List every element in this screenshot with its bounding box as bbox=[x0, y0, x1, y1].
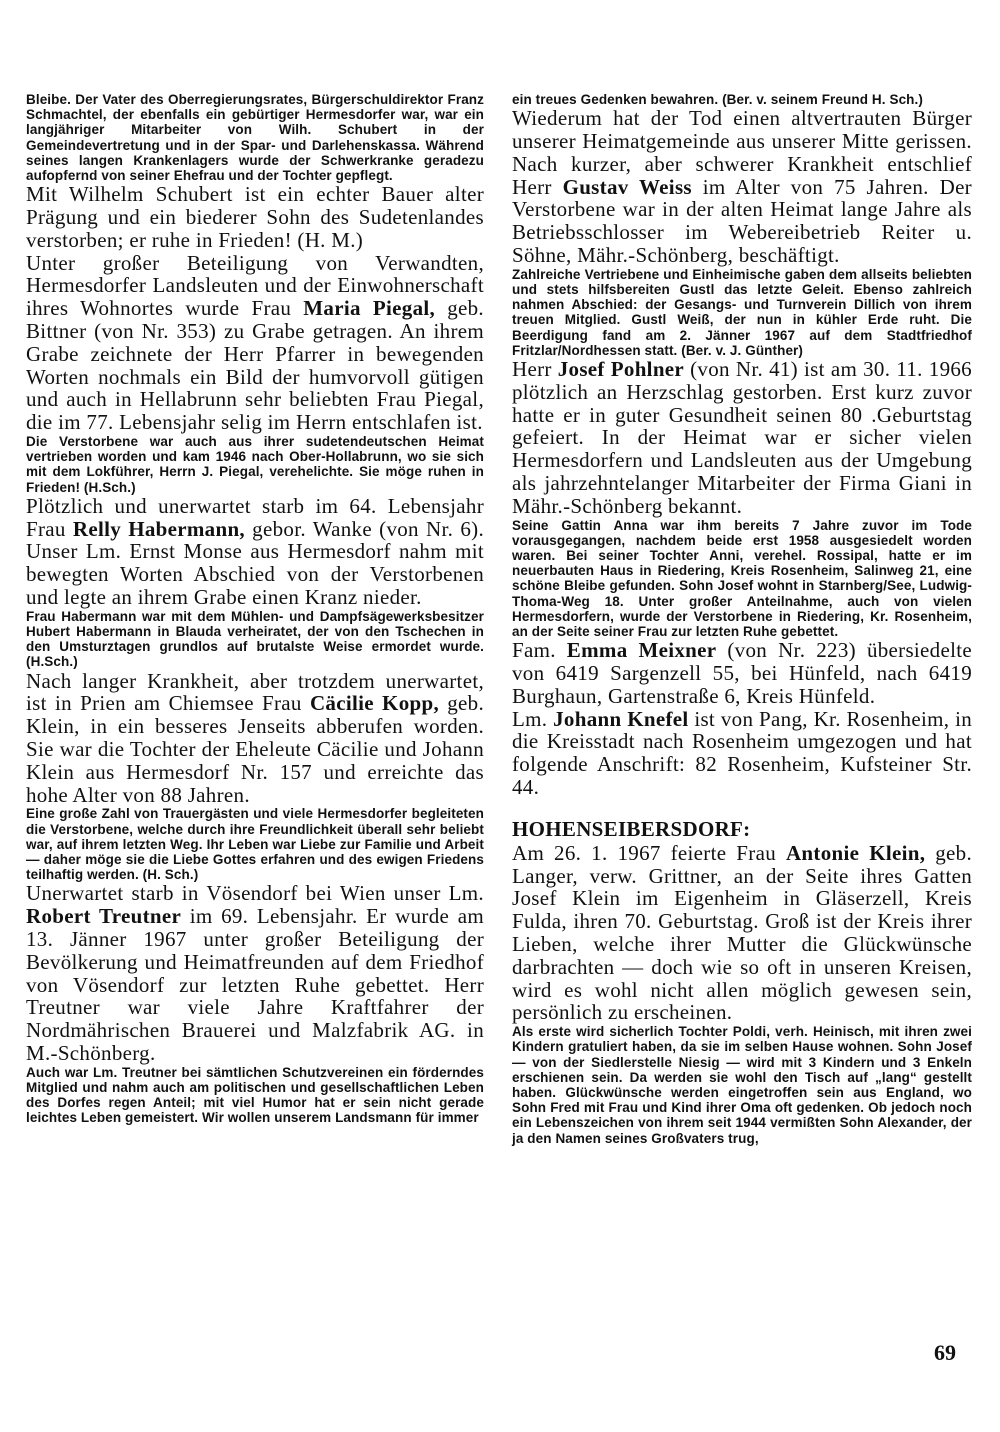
text-run: Nach langer Krankheit, aber trotzdem unerwartet, ist in Prien am Chiemsee Frau bbox=[26, 668, 484, 716]
person-name: Josef Pohlner bbox=[557, 357, 685, 381]
person-name: Antonie Klein, bbox=[785, 840, 926, 865]
paragraph bbox=[26, 183, 484, 251]
person-name: Emma Meixner bbox=[566, 638, 717, 663]
person-name: Robert Treutner bbox=[26, 904, 182, 929]
person-name: Relly Habermann, bbox=[72, 516, 245, 541]
small-print-paragraph bbox=[26, 806, 484, 882]
small-print-paragraph bbox=[26, 434, 484, 495]
small-print-paragraph bbox=[512, 518, 972, 640]
text-run: geb. Langer, verw. Grittner, an der Seite ihres Gatten Josef Klein im Eigenheim in Gläserzell, Kreis Fulda, ihren 70. Geburtstag. Groß ist der Kreis ihrer Lieben, welche ihrer Mutter die Glückwünsche darbrachten — doch wie so oft in unseren Kreisen, wird es wohl nicht allen möglich gewesen sein, persönlich zu erscheinen. bbox=[512, 840, 972, 1025]
text-run: Plötzlich und unerwartet starb im 64. Lebensjahr Frau bbox=[26, 493, 484, 541]
text-run: gebor. Wanke (von Nr. 6). Unser Lm. Ernst Monse aus Hermesdorf nahm mit bewegten Worten Abschied von der Verstorbenen und legte an ihrem Grabe einen Kranz nieder. bbox=[26, 516, 485, 609]
text-run: Herr bbox=[512, 357, 558, 381]
text-run: Mit Wilhelm Schubert ist ein echter Bauer alter Prägung und ein biederer Sohn des Sudetenlandes verstorben; er ruhe in Frieden! (H. M.) bbox=[26, 182, 484, 252]
text-run: Die Verstorbene war auch aus ihrer sudetendeutschen Heimat vertrieben worden und kam 1946 nach Ober-Hollabrunn, wo sie sich mit dem Lokführer, Herrn J. Piegal, verehelichte. Sie möge ruhen in Frieden! (H.Sch.) bbox=[26, 433, 484, 495]
paragraph bbox=[26, 882, 484, 1064]
text-run: Bleibe. Der Vater des Oberregierungsrates, Bürgerschuldirektor Franz Schmachtel, der ebenfalls ein gebürtiger Hermesdorfer war, war ein langjähriger Mitarbeiter von Wilh. Schubert in der Gemeindevertretung und in der Spar- und Darlehenskassa. Während seines langen Krankenlagers wurde der Schwerkranke geradezu aufopfernd von seiner Ehefrau und der Tochter gepflegt. bbox=[26, 92, 484, 184]
right-column bbox=[512, 92, 972, 1146]
paragraph bbox=[512, 708, 972, 799]
paragraph bbox=[512, 842, 972, 1024]
paragraph bbox=[26, 670, 484, 807]
text-run: Lm. bbox=[512, 706, 554, 731]
text-run: (von Nr. 41) ist am 30. 11. 1966 plötzlich an Herzschlag gestorben. Erst kurz zuvor hatte er in guter Gesundheit seinen 80 .Geburtstag gefeiert. In der Heimat war er sicher vielen Hermesdorfern und Landsleuten aus der Umgebung als jahrzehntelanger Mitarbeiter der Firma Giani in Mähr.-Schönberg bekannt. bbox=[512, 357, 972, 518]
small-print-paragraph bbox=[512, 267, 972, 358]
text-run: ein treues Gedenken bewahren. (Ber. v. seinem Freund H. Sch.) bbox=[512, 92, 923, 107]
text-run: Fam. bbox=[512, 638, 567, 663]
small-print-paragraph bbox=[26, 1065, 484, 1126]
text-run: Frau Habermann war mit dem Mühlen- und Dampfsägewerksbesitzer Hubert Habermann in Blauda verheiratet, der von den Tschechen in den Umsturztagen grundlos auf brutalste Weise ermordet wurde. (H.Sch.) bbox=[26, 608, 484, 670]
paragraph bbox=[26, 252, 484, 434]
person-name: Maria Piegal, bbox=[303, 296, 436, 321]
page-number: 69 bbox=[934, 1340, 956, 1365]
paragraph bbox=[512, 107, 972, 267]
text-run: geb. Klein, in ein besseres Jenseits abberufen worden. Sie war die Tochter der Eheleute Cäcilie und Johann Klein aus Hermesdorf Nr. 157 und erreichte das hohe Alter von 88 Jahren. bbox=[26, 691, 484, 807]
text-run: Als erste wird sicherlich Tochter Poldi, verh. Heinisch, mit ihren zwei Kindern gratuliert haben, da sie im selben Hause wohnen. Sohn Josef — von der Siedlerstelle Niesig — wird mit 3 Kindern und 3 Enkeln erschienen sein. Da werden sie wohl den Tisch auf „lang“ gestellt haben. Glückwünsche werden eingetroffen sein aus England, wo Sohn Fred mit Frau und Kind ihrer Oma oft gedenken. Ob jedoch noch ein Lebenszeichen von ihrem seit 1944 vermißten Sohn Alexander, der ja den Namen seines Großvaters trug, bbox=[512, 1024, 972, 1146]
text-run: Seine Gattin Anna war ihm bereits 7 Jahre zuvor im Tode vorausgegangen, nachdem beide erst 1958 ausgesiedelt worden waren. Bei seiner Tochter Anni, verehel. Rossipal, hatte er im neuerbauten Haus in Riedering, Kreis Rosenheim, Salinweg 21, eine schöne Bleibe gefunden. Sohn Josef wohnt in Starnberg/See, Ludwig-Thoma-Weg 18. Unter großer Anteilnahme, auch von vielen Hermesdorfern, wurde der Verstorbene in Riedering, Kr. Rosenheim, an der Seite seiner Frau zur letzten Ruhe gebettet. bbox=[512, 517, 972, 639]
paragraph bbox=[512, 639, 972, 707]
text-run: Unerwartet starb in Vösendorf bei Wien unser Lm. bbox=[26, 881, 484, 906]
paragraph bbox=[26, 495, 484, 609]
small-print-paragraph bbox=[26, 92, 484, 183]
person-name: Cäcilie Kopp, bbox=[309, 691, 440, 716]
text-run: Auch war Lm. Treutner bei sämtlichen Schutzvereinen ein förderndes Mitglied und nahm auch am politischen und gesellschaftlichen Leben des Dorfes regen Anteil; mit viel Humor hat er sein nicht gerade leichtes Leben gemeistert. Wir wollen unserem Landsmann für immer bbox=[26, 1064, 484, 1126]
person-name: Johann Knefel bbox=[553, 706, 689, 731]
text-run: im 69. Lebensjahr. Er wurde am 13. Jänner 1967 unter großer Beteiligung der Bevölkerung und Heimatfreunden auf dem Friedhof von Vösendorf zur letzten Ruhe gebettet. Herr Treutner war viele Jahre Kraftfahrer der Nordmährischen Brauerei und Malzfabrik AG. in M.-Schönberg. bbox=[26, 904, 484, 1065]
text-run: Eine große Zahl von Trauergästen und viele Hermesdorfer begleiteten die Verstorbene, welche durch ihre Freundlichkeit überall sehr beliebt war, auf ihrem letzten Weg. Ihr Leben war Liebe zur Familie und Arbeit — daher möge sie die Liebe Gottes erfahren und des ewigen Friedens teilhaftig werden. (H. Sch.) bbox=[26, 806, 484, 883]
paragraph bbox=[512, 358, 972, 518]
text-run: Am 26. 1. 1967 feierte Frau bbox=[512, 840, 786, 865]
text-run: Unter großer Beteiligung von Verwandten, Hermesdorfer Landsleuten und der Einwohnerschaft ihres Wohnortes wurde Frau bbox=[26, 250, 484, 321]
text-run: HOHENSEIBERSDORF: bbox=[512, 816, 751, 841]
text-run: im Alter von 75 Jahren. Der Verstorbene war in der alten Heimat lange Jahre als Betriebsschlosser im Webereibetrieb Reiter u. Söhne, Mähr.-Schönberg, beschäftigt. bbox=[512, 174, 972, 267]
text-run: ist von Pang, Kr. Rosenheim, in die Kreisstadt nach Rosenheim umgezogen und hat folgende Anschrift: 82 Rosenheim, Kufsteiner Str. 44. bbox=[512, 706, 972, 799]
section-heading bbox=[512, 817, 972, 842]
person-name: Gustav Weiss bbox=[562, 174, 692, 199]
text-run: Zahlreiche Vertriebene und Einheimische gaben dem allseits beliebten und stets hilfsbereiten Gustl das letzte Geleit. Ebenso zahlreich nahmen Abschied: der Gesangs- und Turnverein Dillich von ihrem treuen Mitglied. Gustl Weiß, der nun in kühler Erde ruht. Die Beerdigung fand am 2. Jänner 1967 auf dem Stadtfriedhof Fritzlar/Nordhessen statt. (Ber. v. J. Günther) bbox=[512, 266, 972, 358]
text-run: geb. Bittner (von Nr. 353) zu Grabe getragen. An ihrem Grabe zeichnete der Herr Pfarrer in bewegenden Worten nochmals ein Bild der humvorvoll gütigen und auch in Hellabrunn sehr beliebten Frau Piegal, die im 77. Lebensjahr selig im Herrn entschlafen ist. bbox=[26, 296, 484, 435]
left-column bbox=[26, 92, 484, 1126]
small-print-paragraph bbox=[512, 92, 972, 107]
small-print-paragraph bbox=[26, 609, 484, 670]
text-run: (von Nr. 223) übersiedelte von 6419 Sargenzell 55, bei Hünfeld, nach 6419 Burghaun, Gartenstraße 6, Kreis Hünfeld. bbox=[512, 638, 972, 708]
small-print-paragraph bbox=[512, 1024, 972, 1146]
text-run: Wiederum hat der Tod einen altvertrauten Bürger unserer Heimatgemeinde aus unserer Mitte gerissen. Nach kurzer, aber schwerer Krankheit entschlief Herr bbox=[512, 106, 972, 199]
